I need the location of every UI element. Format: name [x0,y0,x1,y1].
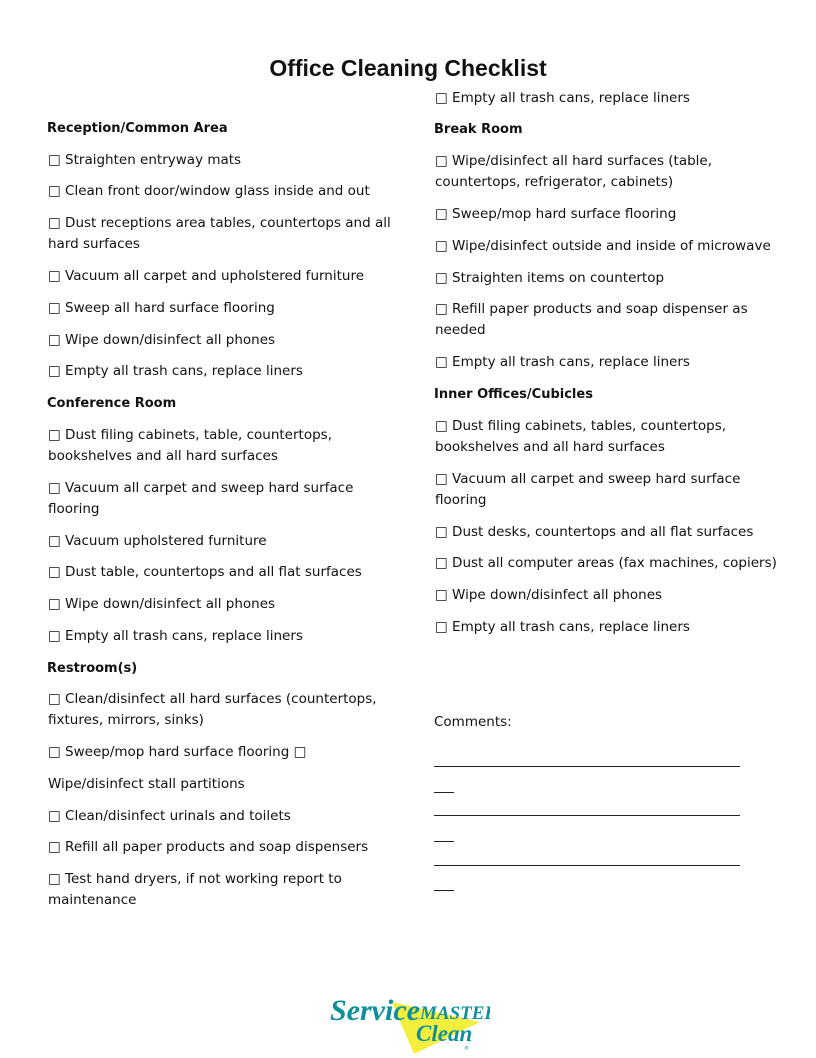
checklist-item[interactable]: □ Dust table, countertops and all flat surfaces [48,564,362,580]
comment-line[interactable] [434,766,740,767]
checklist-item[interactable]: □ Sweep/mop hard surface flooring [435,206,677,222]
checklist-item[interactable]: □ Sweep all hard surface flooring [48,300,275,316]
section-heading-restrooms: Restroom(s) [47,661,138,676]
checklist-item[interactable]: □ Clean/disinfect urinals and toilets [48,808,291,824]
section-heading-conference: Conference Room [47,396,177,411]
checklist-item-continued: bookshelves and all hard surfaces [435,439,665,455]
logo-registered-mark: ® [464,1046,469,1052]
checklist-item[interactable]: □ Dust filing cabinets, tables, countertops, [435,418,727,434]
comment-line[interactable] [434,815,740,816]
logo-word-clean: Clean [416,1021,473,1046]
checklist-item-continued: flooring [48,501,100,517]
page-title: Office Cleaning Checklist [269,55,547,81]
checklist-item-continued: bookshelves and all hard surfaces [48,448,278,464]
checklist-item[interactable]: □ Vacuum all carpet and sweep hard surface [435,471,741,487]
checklist-item[interactable]: □ Dust all computer areas (fax machines, copiers) [435,555,777,571]
checklist-item[interactable]: □ Empty all trash cans, replace liners [48,363,303,379]
checklist-item[interactable]: □ Sweep/mop hard surface flooring □ [48,744,307,760]
checklist-item[interactable]: □ Dust receptions area tables, countertops and all [48,215,391,231]
checklist-item[interactable]: □ Empty all trash cans, replace liners [48,628,303,644]
checklist-item[interactable]: Wipe/disinfect stall partitions [48,776,245,792]
checklist-item[interactable]: □ Clean front door/window glass inside and out [48,183,370,199]
checklist-item-continued: countertops, refrigerator, cabinets) [435,174,674,190]
checklist-item[interactable]: □ Dust filing cabinets, table, countertops, [48,427,332,443]
checklist-item[interactable]: □ Straighten items on countertop [435,270,665,286]
checklist-item-continued: needed [435,322,486,338]
comment-line-short[interactable] [434,890,454,891]
section-heading-break-room: Break Room [434,122,523,137]
checklist-item[interactable]: □ Refill all paper products and soap dispensers [48,839,369,855]
servicemaster-clean-logo [330,988,490,1054]
checklist-item[interactable]: □ Test hand dryers, if not working report to [48,871,342,887]
logo-word-service: Service [330,994,420,1027]
logo-word-master: MASTER [419,1003,490,1024]
comment-line-short[interactable] [434,792,454,793]
checklist-item[interactable]: □ Vacuum all carpet and upholstered furniture [48,268,365,284]
checklist-item-continued: maintenance [48,892,137,908]
comment-line-short[interactable] [434,841,454,842]
checklist-item[interactable]: □ Empty all trash cans, replace liners [435,619,690,635]
checklist-item[interactable]: □ Clean/disinfect all hard surfaces (countertops, [48,691,377,707]
checklist-item[interactable]: □ Empty all trash cans, replace liners [435,354,690,370]
checklist-item-continued: hard surfaces [48,236,140,252]
checklist-item[interactable]: □ Vacuum upholstered furniture [48,533,267,549]
checklist-item[interactable]: □ Wipe/disinfect outside and inside of microwave [435,238,771,254]
checklist-item-continued: flooring [435,492,487,508]
checklist-item[interactable]: □ Dust desks, countertops and all flat surfaces [435,524,754,540]
checklist-item[interactable]: □ Refill paper products and soap dispenser as [435,301,748,317]
checklist-item[interactable]: □ Wipe down/disinfect all phones [48,332,276,348]
checklist-item[interactable]: □ Wipe/disinfect all hard surfaces (table, [435,153,713,169]
checklist-item[interactable]: □ Empty all trash cans, replace liners [435,90,690,106]
checklist-item[interactable]: □ Straighten entryway mats [48,152,242,168]
checklist-item[interactable]: □ Wipe down/disinfect all phones [435,587,663,603]
comments-label: Comments: [434,714,512,730]
section-heading-reception: Reception/Common Area [47,121,228,136]
section-heading-inner-offices: Inner Offices/Cubicles [434,387,593,402]
checklist-item[interactable]: □ Wipe down/disinfect all phones [48,596,276,612]
comment-line[interactable] [434,865,740,866]
checklist-item-continued: fixtures, mirrors, sinks) [48,712,204,728]
checklist-item[interactable]: □ Vacuum all carpet and sweep hard surface [48,480,354,496]
